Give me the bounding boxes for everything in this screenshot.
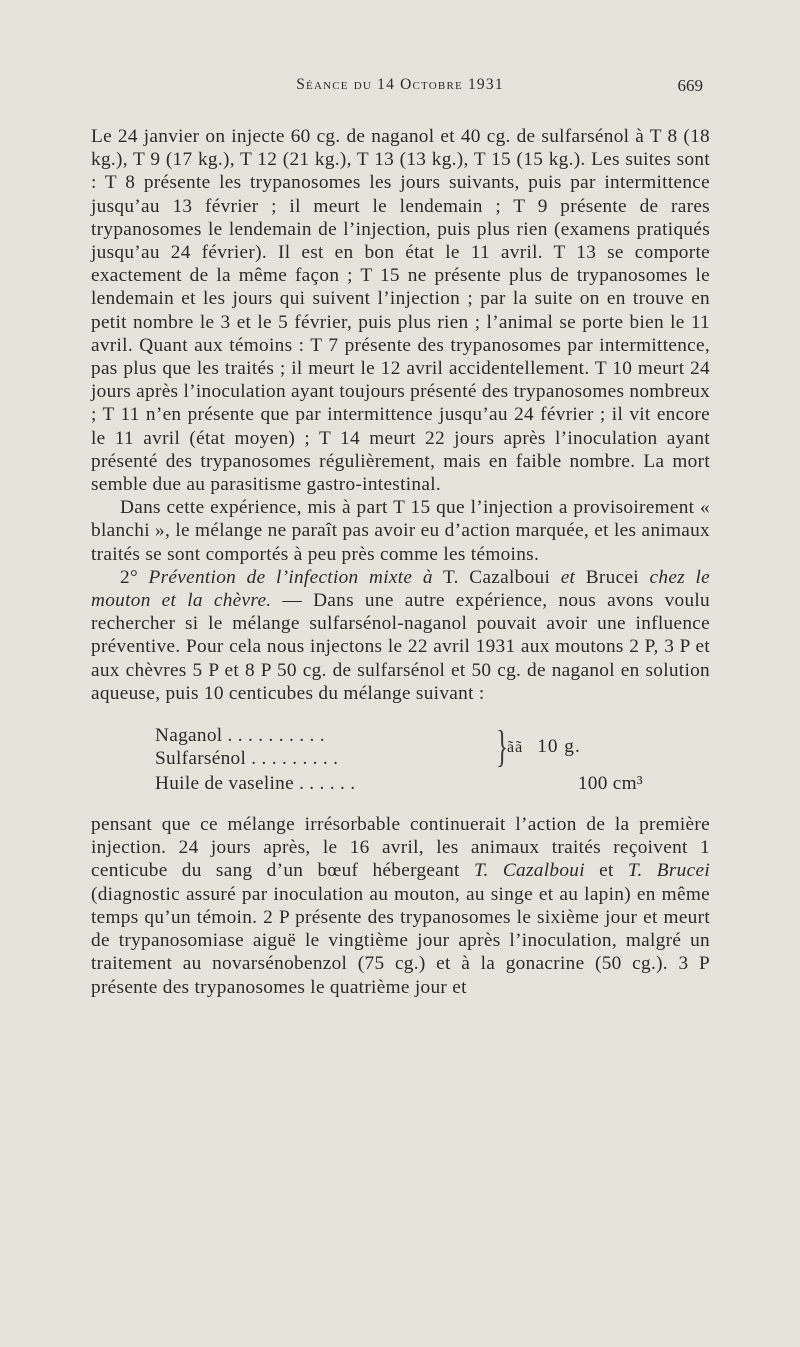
infection-text-b: (diagnostic assuré par inoculation au mouton, au singe et au lapin) en même temps qu’un témoin. 2 P présente des trypanosomes le sixième jour et meurt de trypanosomiase aiguë le vingtième jour après l’inoculation, malgré un traitement au novarsénobenzol (75 cg.) et à la gonacrine (50 cg.). 3 P présente des trypanosomes le quatrième jour et: [91, 883, 710, 998]
section-title-e: Brucei: [585, 566, 639, 588]
paragraph-infection: [91, 813, 710, 999]
recipe-shared-quantity: [507, 735, 655, 759]
page-number: 669: [677, 76, 703, 95]
paragraph-results: Le 24 janvier on injecte 60 cg. de naganol et 40 cg. de sulfarsénol à T 8 (18 kg.), T 9 (17 kg.), T 12 (21 kg.), T 13 (13 kg.), T 15 (15 kg.). Les suites sont : T 8 présente les trypanosomes les jours suivants, puis par intermittence jusqu’au 13 février ; il meurt le lendemain ; T 9 présente de rares trypanosomes le lendemain de l’injection, puis plus rien (examens pratiqués jusqu’au 24 février). Il est en bon état le 11 avril. T 13 se comporte exactement de la même façon ; T 15 ne présente plus de trypanosomes le lendemain et les jours qui suivent l’injection ; par la suite on en trouve en petit nombre le 3 et le 5 février, puis plus rien ; l’animal se porte bien le 11 avril. Quant aux témoins : T 7 présente des trypanosomes par intermittence, pas plus que les traités ; il meurt le 12 avril accidentellement. T 10 meurt 24 jours après l’inoculation ayant toujours présenté des trypanosomes nombreux ; T 11 n’en présente que par intermittence jusqu’au 24 février ; il vit encore le 11 avril (état moyen) ; T 14 meurt 22 jours après l’inoculation ayant présenté des trypanosomes régulièrement, mais en faible nombre. La mort semble due au parasitisme gastro-intestinal.: [91, 126, 711, 496]
species-brucei: T. Brucei: [627, 860, 710, 882]
paragraph-prevention: [91, 566, 710, 705]
species-cazalboui: T. Cazalboui: [473, 860, 585, 882]
section-title-d: et: [560, 566, 576, 588]
section-title-c: Cazalboui: [469, 566, 551, 588]
section-title-b: T.: [442, 566, 459, 588]
brace-icon: }: [496, 722, 509, 772]
recipe-qty-vaseline: 100 cm³: [577, 772, 643, 794]
recipe-item-vaseline: Huile de vaseline . . . . . .: [155, 772, 356, 794]
recipe-item-naganol: Naganol . . . . . . . . . .: [155, 724, 325, 746]
infection-text-a: pensant que ce mélange irrésorbable continuerait l’action de la première injection. 24 jours après, le 16 avril, les animaux traités reçoivent 1 centicube du sang d’un bœuf hébergeant: [91, 814, 710, 882]
section-text: — Dans une autre expérience, nous avons voulu rechercher si le mélange sulfarsénol-naganol pouvait avoir une influence préventive. Pour cela nous injectons le 22 avril 1931 aux moutons 2 P, 3 P et aux chèvres 5 P et 8 P 50 cg. de sulfarsénol et 50 cg. de naganol en solution aqueuse, puis 10 centicubes du mélange suivant :: [91, 590, 711, 704]
section-title-a: Prévention de l’infection mixte à: [148, 566, 433, 588]
body-text: [91, 125, 710, 999]
section-title-f: chez le mouton et la chèvre.: [91, 566, 711, 612]
mixture-recipe: [155, 724, 710, 797]
recipe-qty: 10 g.: [537, 735, 581, 757]
recipe-item-sulfarsenol: Sulfarsénol . . . . . . . . .: [155, 747, 339, 769]
paragraph-conclusion: Dans cette expérience, mis à part T 15 que l’injection a provisoirement « blanchi », le mélange ne paraît pas avoir eu d’action marquée, et les animaux traités se sont comportés à peu près comme les témoins.: [91, 497, 710, 565]
recipe-aa: ãã: [507, 738, 524, 756]
section-number: 2°: [120, 566, 138, 588]
page-header: [0, 76, 800, 102]
infection-and: et: [599, 860, 614, 882]
running-title: Séance du 14 Octobre 1931: [296, 76, 504, 93]
